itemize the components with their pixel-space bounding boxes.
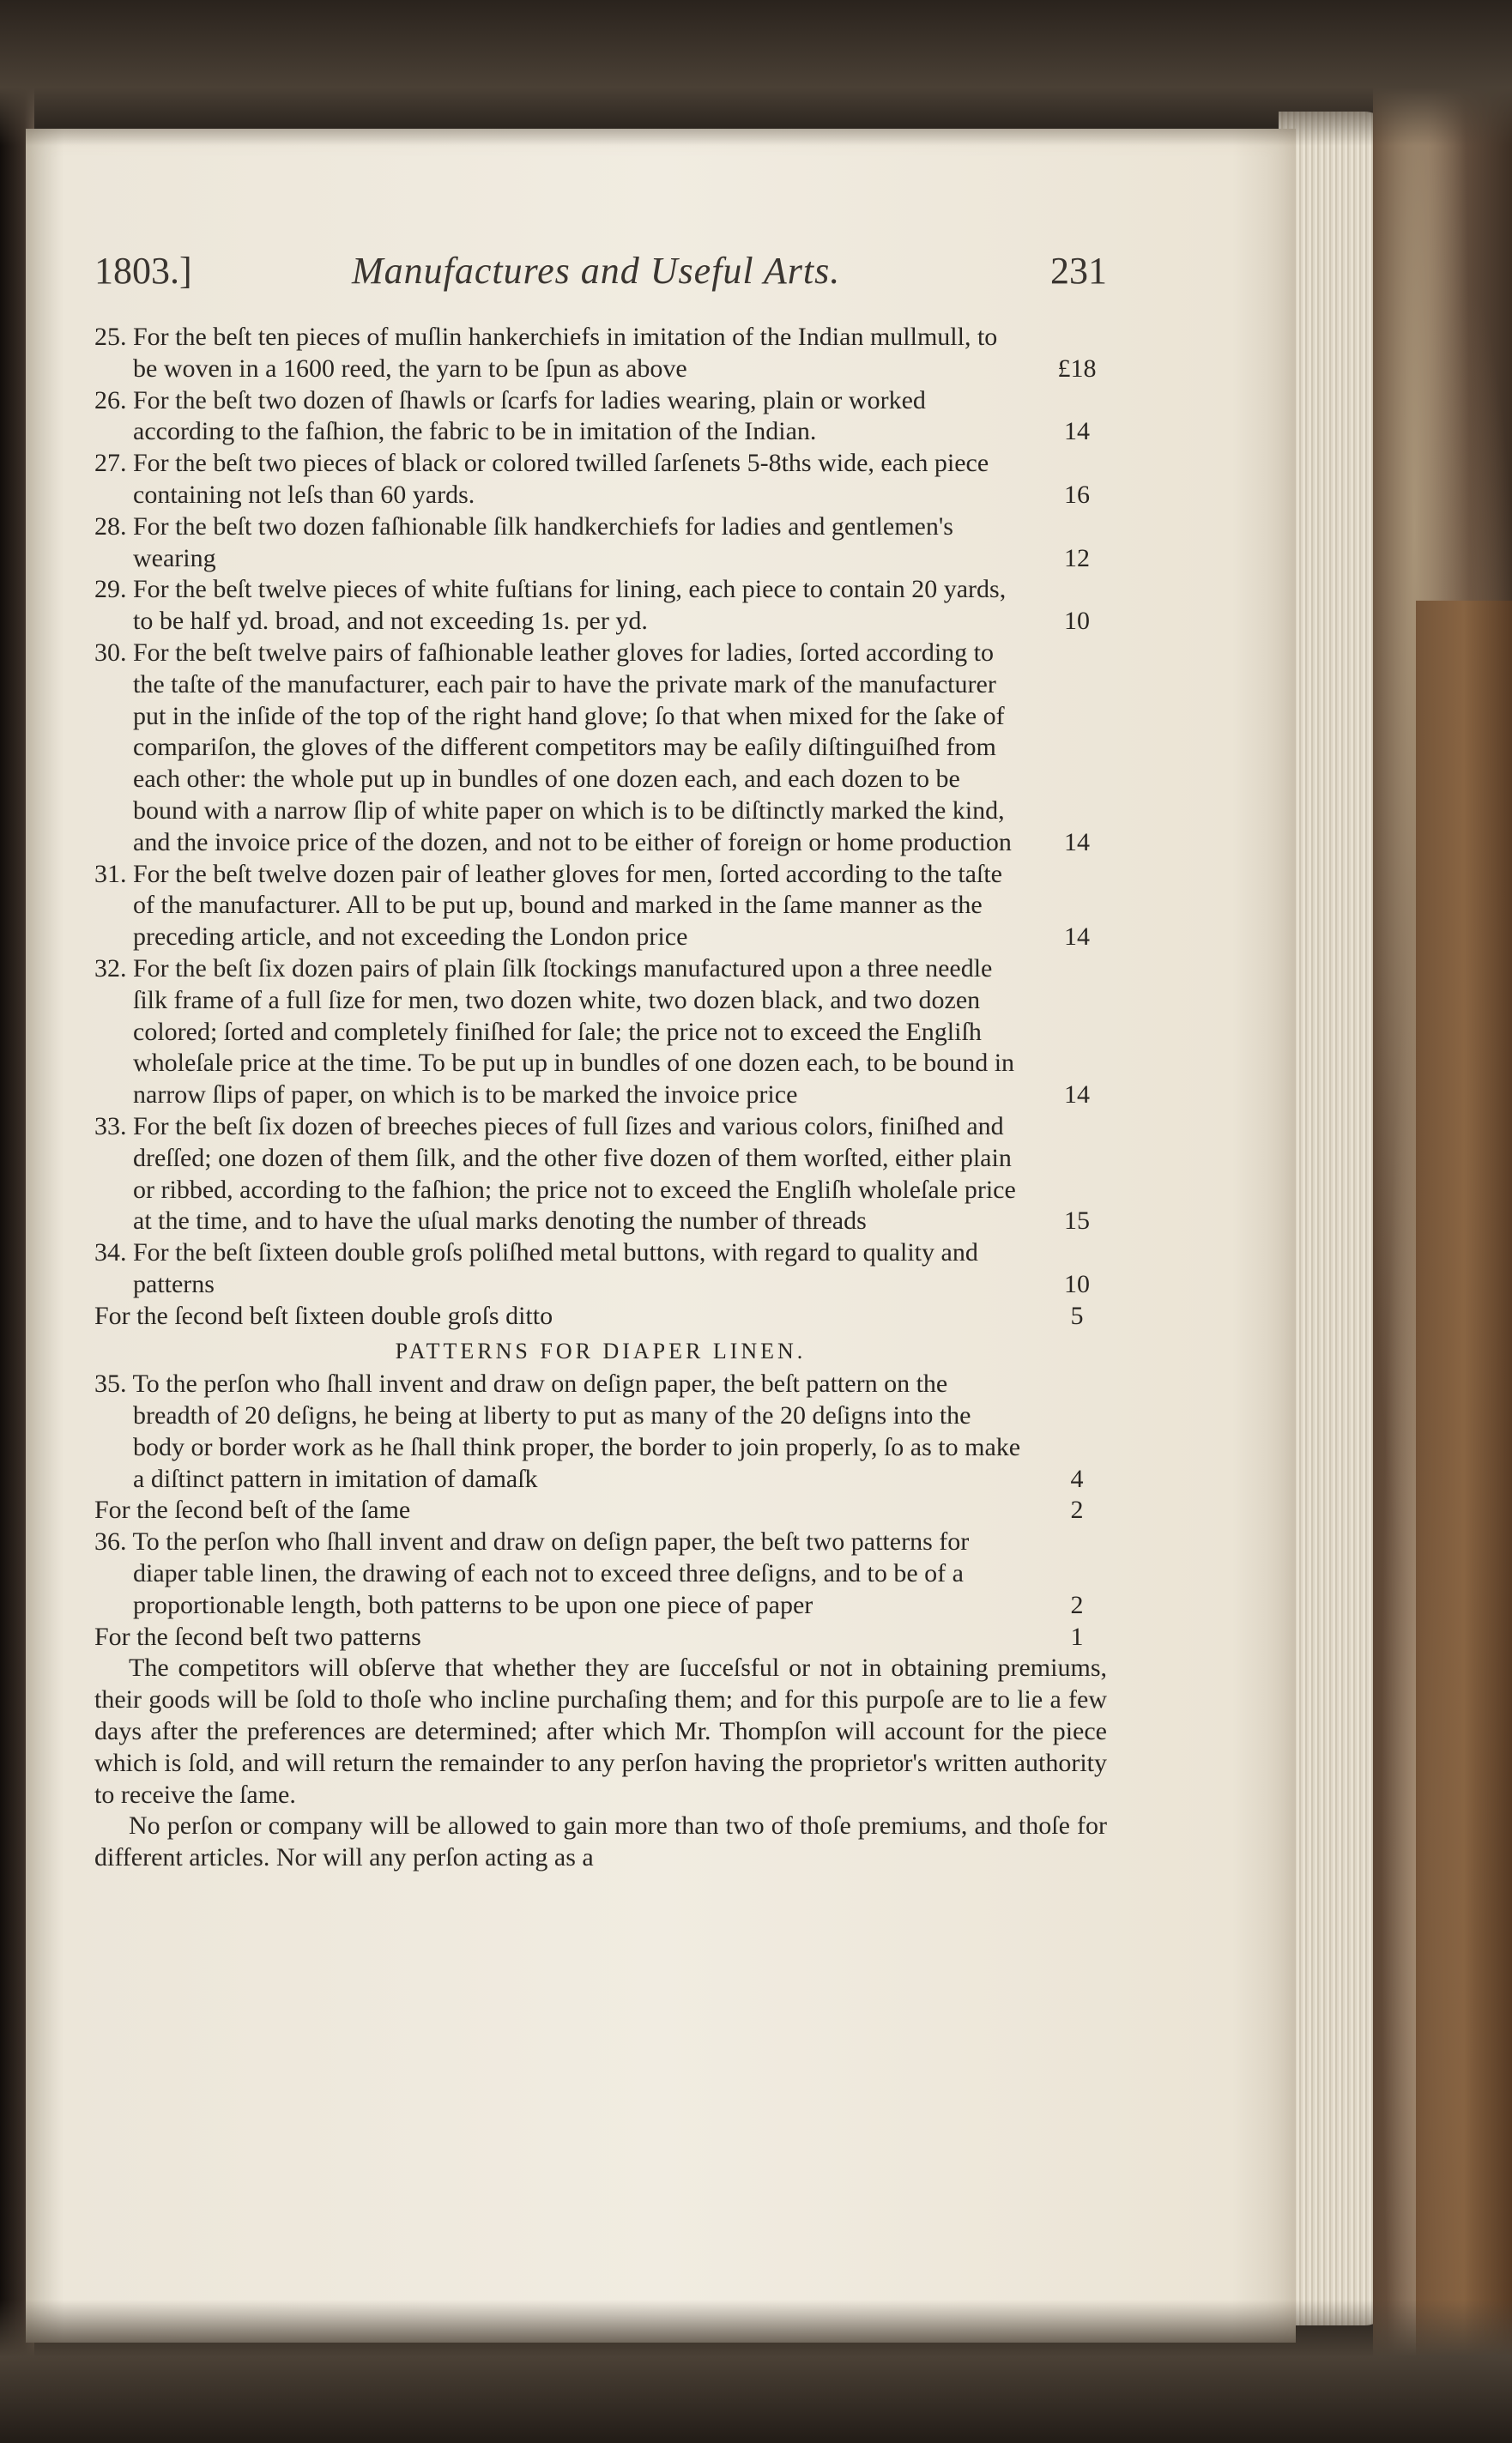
bottom-shadow xyxy=(0,2300,1512,2443)
premium-entry xyxy=(94,574,1107,638)
entry-price: 14 xyxy=(1064,1080,1090,1110)
premium-entry xyxy=(94,1622,1107,1654)
entry-price: 5 xyxy=(1070,1301,1084,1330)
leather-cover xyxy=(1416,601,1512,2443)
page-number: 231 xyxy=(1050,250,1107,292)
top-shadow xyxy=(0,0,1512,146)
premium-entry xyxy=(94,1237,1107,1301)
entry-text: 29. For the beſt twelve pieces of white fuſtians for lining, each piece to contain 20 yards, to be half yd. broad, and not exceeding 1s. per yd. xyxy=(94,575,1007,636)
entry-price: 16 xyxy=(1064,480,1090,509)
premium-entry xyxy=(94,448,1107,511)
entry-text: 35. To the perſon who ſhall invent and draw on deſign paper, the beſt pattern on the breadth of 20 deſigns, he being at liberty to put as many of the 20 deſigns into the body or border work as he ſhall think proper, the border to join properly, ſo as to make a diſtinct pattern in imitation of damaſk xyxy=(94,1370,1021,1493)
entry-text: 32. For the beſt ſix dozen pairs of plain ſilk ſtockings manufactured upon a three needle ſilk frame of a full ſize for men, two dozen white, two dozen black, and two dozen colored; ſorted and completely finiſhed for ſale; the price not to exceed the Engliſh wholeſale price at the time. To be put up in bundles of one dozen each, to be bound in narrow ſlips of paper, on which is to be marked the invoice price xyxy=(94,953,1015,1110)
running-header xyxy=(94,249,1107,292)
entry-text: 33. For the beſt ſix dozen of breeches pieces of full ſizes and various colors, finiſhed and dreſſed; one dozen of them ſilk, and the other five dozen of them worſted, either plain or ribbed, according to the faſhion; the price not to exceed the Engliſh wholeſale price at the time, and to have the uſual marks denoting the number of threads xyxy=(94,1111,1016,1236)
entry-text: 30. For the beſt twelve pairs of faſhionable leather gloves for ladies, ſorted according to the taſte of the manufacturer, each pair to have the private mark of the manufacturer put in the inſide of the top of the right hand glove; ſo that when mixed for the ſake of compariſon, the gloves of the different competitors may be eaſily diſtinguiſhed from each other: the whole put up in bundles of one dozen each, and each dozen to be bound with a narrow ſlip of white paper on which is to be diſtinctly marked the kind, and the invoice price of the dozen, and not to be either of foreign or home production xyxy=(94,638,1012,856)
header-year: 1803.] xyxy=(94,250,192,292)
entry-text: 26. For the beſt two dozen of ſhawls or ſcarfs for ladies wearing, plain or worked according to the faſhion, the fabric to be in imitation of the Indian. xyxy=(94,385,926,446)
entry-price: 2 xyxy=(1070,1590,1084,1619)
entry-price: 15 xyxy=(1064,1206,1090,1236)
premium-entry xyxy=(94,1301,1107,1333)
entry-price: 14 xyxy=(1064,417,1090,446)
entry-price: 1 xyxy=(1070,1622,1084,1651)
premium-entry xyxy=(94,859,1107,953)
entry-text: 36. To the perſon who ſhall invent and draw on deſign paper, the beſt two patterns for diaper table linen, the drawing of each not to exceed three deſigns, and to be of a proportionable length, both patterns to be upon one piece of paper xyxy=(94,1527,970,1619)
entry-text: 25. For the beſt ten pieces of muſlin hankerchiefs in imitation of the Indian mullmull, to be woven in a 1600 reed, the yarn to be ſpun as above xyxy=(94,323,998,383)
section-heading: PATTERNS FOR DIAPER LINEN. xyxy=(395,1338,807,1364)
entry-text: 28. For the beſt two dozen faſhionable ſilk handkerchiefs for ladies and gentlemen's wearing xyxy=(94,511,953,572)
pattern-premium-list xyxy=(94,1369,1107,1653)
paragraph: The competitors will obſerve that whether they are ſucceſsful or not in obtaining premiums, their goods will be ſold to thoſe who incline purchaſing them; and for this purpoſe are to lie a few days after the preferences are determined; after which Mr. Thompſon will account for the piece which is ſold, and will return the remainder to any perſon having the proprietor's written authority to receive the ſame. xyxy=(94,1654,1107,1809)
premium-entry xyxy=(94,1495,1107,1527)
entry-price: 10 xyxy=(1064,607,1090,636)
entry-price: 14 xyxy=(1064,827,1090,856)
entry-text: For the ſecond beſt of the ſame xyxy=(94,1496,411,1525)
premium-entry xyxy=(94,1369,1107,1495)
header-title: Manufactures and Useful Arts. xyxy=(352,250,841,292)
closing-paragraphs xyxy=(94,1653,1107,1874)
premium-entry xyxy=(94,511,1107,575)
entry-text: For the ſecond beſt ſixteen double groſs ditto xyxy=(94,1301,553,1330)
entry-text: 27. For the beſt two pieces of black or colored twilled ſarſenets 5-8ths wide, each piece containing not leſs than 60 yards. xyxy=(94,449,989,509)
entry-price: 2 xyxy=(1070,1496,1084,1525)
entry-text: For the ſecond beſt two patterns xyxy=(94,1622,421,1651)
entry-price: 4 xyxy=(1070,1464,1084,1493)
premium-entry xyxy=(94,322,1107,385)
premium-entry xyxy=(94,1111,1107,1237)
entry-text: 31. For the beſt twelve dozen pair of leather gloves for men, ſorted according to the taſte of the manufacturer. All to be put up, bound and marked in the ſame manner as the preceding article, and not exceeding the London price xyxy=(94,859,1002,952)
entry-price: 14 xyxy=(1064,922,1090,952)
premium-entry xyxy=(94,953,1107,1111)
paragraph: No perſon or company will be allowed to gain more than two of thoſe premiums, and thoſe for different articles. Nor will any perſon acting as a xyxy=(94,1811,1107,1872)
entry-price: 10 xyxy=(1064,1269,1090,1298)
entry-price: £18 xyxy=(1057,354,1097,383)
premium-entry xyxy=(94,638,1107,859)
entry-price: 12 xyxy=(1064,543,1090,572)
premium-entry xyxy=(94,1527,1107,1621)
premium-list xyxy=(94,322,1107,1333)
page-body xyxy=(94,322,1107,1874)
premium-entry xyxy=(94,385,1107,449)
entry-text: 34. For the beſt ſixteen double groſs poliſhed metal buttons, with regard to quality and patterns xyxy=(94,1238,978,1298)
